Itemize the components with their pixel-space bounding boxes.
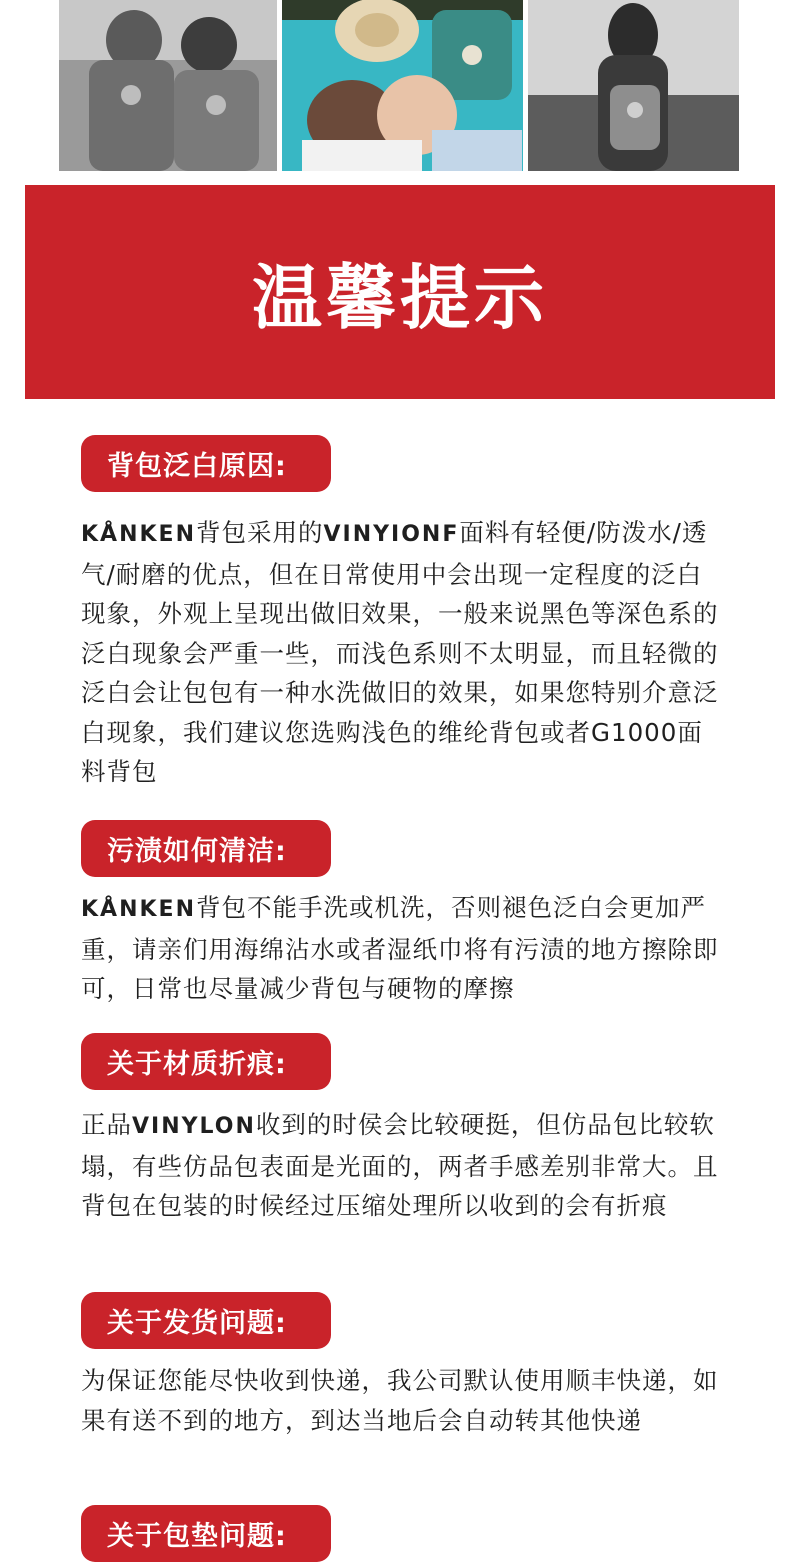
section-heading-stain-cleaning: 污渍如何清洁: <box>81 820 331 877</box>
section-heading-whitening-cause: 背包泛白原因: <box>81 435 331 492</box>
section-heading-shipping: 关于发货问题: <box>81 1292 331 1349</box>
section-body-material-creases <box>81 1105 721 1226</box>
section-text: 背包不能手洗或机洗，否则褪色泛白会更加严重，请亲们用海绵沾水或者湿纸巾将有污渍的地方擦除即可，日常也尽量减少背包与硬物的摩擦 <box>81 893 719 1003</box>
section-body-whitening-cause <box>81 513 721 792</box>
section-text: 收到的时侯会比较硬挺，但仿品包比较软塌，有些仿品包表面是光面的，两者手感差别非常大。且背包在包装的时候经过压缩处理所以收到的会有折痕 <box>81 1110 719 1220</box>
section-body-stain-cleaning <box>81 888 721 1009</box>
brand-vinylon: VINYLON <box>132 1114 256 1139</box>
warm-tips-banner <box>25 185 775 399</box>
couple-picnic-with-backpack-photo <box>282 0 523 171</box>
brand-vinyionf: VINYIONF <box>323 522 460 547</box>
banner-title: 温馨提示 <box>252 256 548 339</box>
grayscale-woman-with-backpack-photo <box>528 0 739 171</box>
section-text: 背包采用的 <box>195 518 324 547</box>
brand-kanken: KÅNKEN <box>81 897 196 922</box>
section-heading-material-creases: 关于材质折痕: <box>81 1033 331 1090</box>
section-text: 正品 <box>81 1110 132 1139</box>
section-text: 面料有轻便/防泼水/透气/耐磨的优点，但在日常使用中会出现一定程度的泛白现象，外观上呈现出做旧效果，一般来说黑色等深色系的泛白现象会严重一些，而浅色系则不太明显，而且轻微的泛白会让包包有一种水洗做旧的效果，如果您特别介意泛白现象，我们建议您选购浅色的维纶背包或者G1000面料背包 <box>81 518 719 786</box>
section-body-shipping: 为保证您能尽快收到快递，我公司默认使用顺丰快递，如果有送不到的地方，到达当地后会自动转其他快递 <box>81 1366 719 1435</box>
brand-kanken: KÅNKEN <box>81 522 196 547</box>
grayscale-couple-with-backpacks-photo <box>59 0 277 171</box>
section-heading-padding: 关于包垫问题: <box>81 1505 331 1562</box>
